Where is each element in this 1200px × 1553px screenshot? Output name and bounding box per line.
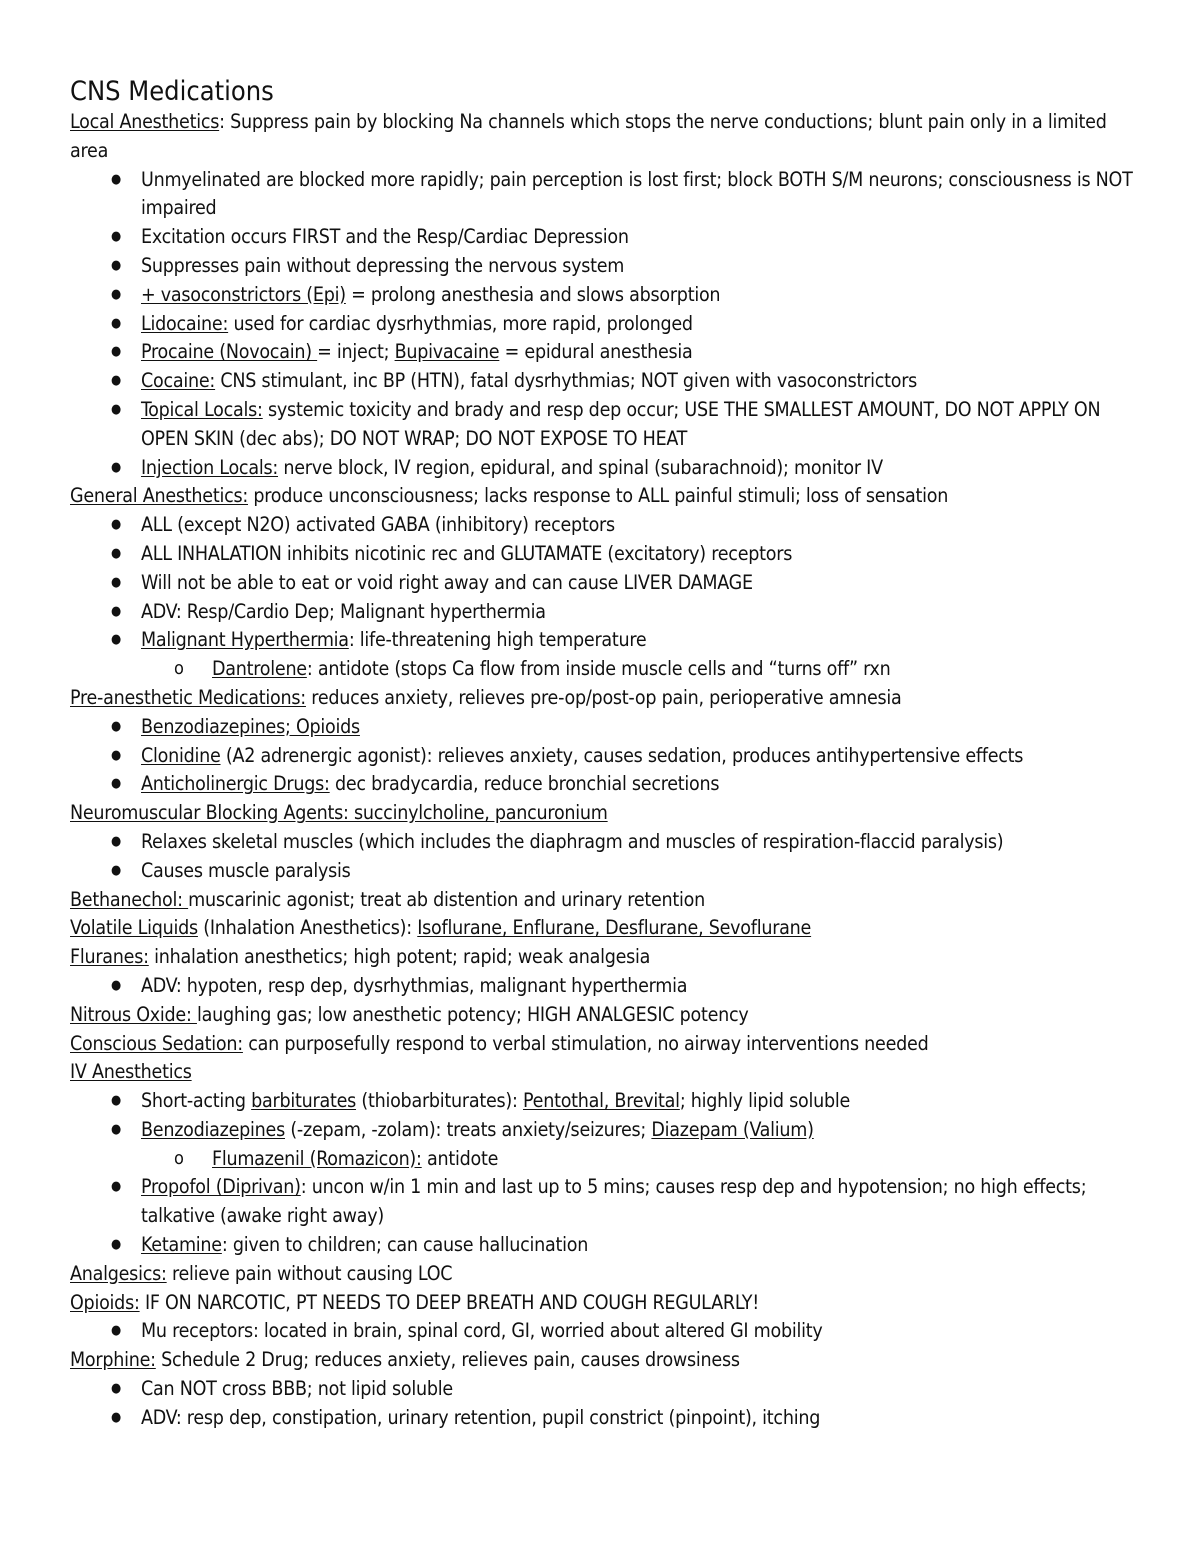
bullet-item [70, 598, 1140, 627]
underlined-term: Morphine: [70, 1348, 156, 1372]
bullet-item [70, 1404, 1140, 1433]
underlined-term: Clonidine [141, 743, 221, 767]
bullet-item [70, 223, 1140, 252]
underlined-term: barbiturates [251, 1089, 357, 1113]
underlined-term: Volatile Liquids [70, 916, 198, 940]
text-segment: ADV: resp dep, constipation, urinary retention, pupil constrict (pinpoint), itching [141, 1405, 821, 1429]
text-segment: IF ON NARCOTIC, PT NEEDS TO DEEP BREATH AND COUGH REGULARLY! [139, 1290, 759, 1314]
bullet-item [70, 281, 1140, 310]
text-segment: Relaxes skeletal muscles (which includes the diaphragm and muscles of respiration-flaccid paralysis) [141, 829, 1004, 853]
text-segment: systemic toxicity and brady and resp dep occur; USE THE SMALLEST AMOUNT, DO NOT APPLY ON OPEN SKIN (dec abs); DO NOT WRAP; DO NOT EXPOSE TO HEAT [141, 397, 1101, 450]
document-title: CNS Medications [70, 76, 274, 107]
text-segment: used for cardiac dysrhythmias, more rapid, prolonged [228, 311, 693, 335]
text-segment: Schedule 2 Drug; reduces anxiety, relieves pain, causes drowsiness [155, 1348, 740, 1372]
underlined-term: Nitrous Oxide: [70, 1002, 197, 1026]
section-heading-line [70, 914, 1140, 943]
section-heading-line [70, 1260, 1140, 1289]
bullet-item [70, 1173, 1140, 1231]
underlined-term: Pre-anesthetic Medications: [70, 685, 306, 709]
underlined-term: Analgesics: [70, 1261, 167, 1285]
underlined-term: Benzodiazepines; Opioids [141, 714, 360, 738]
text-segment: = inject; [317, 340, 395, 364]
sub-bullet-item [70, 655, 1140, 684]
underlined-term: Dantrolene [212, 657, 307, 681]
underlined-term: Bethanechol: [70, 887, 189, 911]
underlined-term: Anticholinergic Drugs: [141, 772, 330, 796]
underlined-term: Diazepam (Valium) [651, 1117, 814, 1141]
text-segment: ALL (except N2O) activated GABA (inhibitory) receptors [141, 513, 615, 537]
bullet-item [70, 1087, 1140, 1116]
text-segment: Unmyelinated are blocked more rapidly; pain perception is lost first; block BOTH S/M neurons; consciousness is NOT impaired [141, 167, 1133, 220]
underlined-term: Conscious Sedation: [70, 1031, 243, 1055]
text-segment: reduces anxiety, relieves pre-op/post-op pain, perioperative amnesia [305, 685, 902, 709]
text-segment: : given to children; can cause hallucination [221, 1233, 589, 1257]
text-segment: (thiobarbiturates): [356, 1089, 524, 1113]
section-heading-line [70, 684, 1140, 713]
text-segment: antidote [421, 1146, 499, 1170]
section-heading-line [70, 1030, 1140, 1059]
text-segment: dec bradycardia, reduce bronchial secretions [329, 772, 720, 796]
bullet-item [70, 569, 1140, 598]
section-heading-line [70, 1289, 1140, 1318]
text-segment: ADV: hypoten, resp dep, dysrhythmias, malignant hyperthermia [141, 973, 688, 997]
bullet-item [70, 1375, 1140, 1404]
section-heading-line [70, 886, 1140, 915]
bullet-item [70, 396, 1140, 454]
section-heading-line [70, 108, 1140, 166]
text-segment: Will not be able to eat or void right away and can cause LIVER DAMAGE [141, 570, 753, 594]
bullet-item [70, 454, 1140, 483]
text-segment: Causes muscle paralysis [141, 858, 351, 882]
section-heading-line [70, 1346, 1140, 1375]
text-segment: = prolong anesthesia and slows absorption [345, 282, 721, 306]
underlined-term: IV Anesthetics [70, 1060, 192, 1084]
underlined-term: General Anesthetics: [70, 484, 249, 508]
underlined-term: Bupivacaine [394, 340, 500, 364]
underlined-term: Procaine (Novocain) [141, 340, 318, 364]
text-segment: relieve pain without causing LOC [166, 1261, 453, 1285]
underlined-term: Injection Locals: [141, 455, 279, 479]
underlined-term: Benzodiazepines [141, 1117, 285, 1141]
text-segment: muscarinic agonist; treat ab distention and urinary retention [188, 887, 706, 911]
section-heading-line [70, 1001, 1140, 1030]
bullet-item [70, 857, 1140, 886]
section-heading-line [70, 799, 1140, 828]
bullet-item [70, 310, 1140, 339]
text-segment: ALL INHALATION inhibits nicotinic rec and GLUTAMATE (excitatory) receptors [141, 541, 793, 565]
underlined-term: Malignant Hyperthermia [141, 628, 349, 652]
bullet-item [70, 972, 1140, 1001]
underlined-term: Propofol (Diprivan) [141, 1175, 301, 1199]
underlined-term: Fluranes: [70, 945, 149, 969]
underlined-term: Pentothal, Brevital [523, 1089, 680, 1113]
underlined-term: Lidocaine: [141, 311, 229, 335]
bullet-item [70, 338, 1140, 367]
text-segment: = epidural anesthesia [499, 340, 693, 364]
bullet-item [70, 1116, 1140, 1145]
underlined-term: Ketamine [141, 1233, 222, 1257]
text-segment: ; highly lipid soluble [679, 1089, 851, 1113]
sub-bullet-item [70, 1145, 1140, 1174]
underlined-term: Local Anesthetics [70, 110, 220, 133]
text-segment: CNS stimulant, inc BP (HTN), fatal dysrhythmias; NOT given with vasoconstrictors [215, 369, 918, 393]
document-content [70, 76, 1140, 1433]
section-heading-line [70, 1058, 1140, 1087]
bullet-item [70, 742, 1140, 771]
underlined-term: Topical Locals: [141, 397, 263, 421]
text-segment: nerve block, IV region, epidural, and spinal (subarachnoid); monitor IV [278, 455, 883, 479]
bullet-item [70, 770, 1140, 799]
text-segment: inhalation anesthetics; high potent; rapid; weak analgesia [148, 945, 651, 969]
text-segment: : Suppress pain by blocking Na channels which stops the nerve conductions; blunt pain only in a limited area [70, 110, 1107, 162]
text-segment: Suppresses pain without depressing the nervous system [141, 253, 625, 277]
underlined-term: + vasoconstrictors (Epi) [141, 282, 346, 306]
underlined-term: Flumazenil (Romazicon): [212, 1146, 422, 1170]
bullet-item [70, 626, 1140, 655]
bullet-item [70, 252, 1140, 281]
bullet-item [70, 540, 1140, 569]
bullet-item [70, 713, 1140, 742]
section-heading-line [70, 943, 1140, 972]
text-segment: : life-threatening high temperature [348, 628, 647, 652]
underlined-term: Cocaine: [141, 369, 216, 393]
text-segment: ADV: Resp/Cardio Dep; Malignant hyperthermia [141, 599, 546, 623]
text-segment: Can NOT cross BBB; not lipid soluble [141, 1377, 453, 1401]
bullet-item [70, 511, 1140, 540]
text-segment: : antidote (stops Ca flow from inside muscle cells and “turns off” rxn [306, 657, 891, 681]
section-heading-line [70, 482, 1140, 511]
bullet-item [70, 1231, 1140, 1260]
bullet-item [70, 166, 1140, 224]
bullet-item [70, 1317, 1140, 1346]
text-segment: (-zepam, -zolam): treats anxiety/seizures; [285, 1117, 652, 1141]
text-segment: produce unconsciousness; lacks response to ALL painful stimuli; loss of sensation [248, 484, 949, 508]
underlined-term: Isoflurane, Enflurane, Desflurane, Sevoflurane [417, 916, 812, 940]
text-segment: can purposefully respond to verbal stimulation, no airway interventions needed [242, 1031, 929, 1055]
notes-body [70, 108, 1140, 1433]
text-segment: (Inhalation Anesthetics): [197, 916, 418, 940]
bullet-item [70, 828, 1140, 857]
text-segment: Excitation occurs FIRST and the Resp/Cardiac Depression [141, 225, 629, 249]
bullet-item [70, 367, 1140, 396]
text-segment: (A2 adrenergic agonist): relieves anxiety, causes sedation, produces antihypertensive effects [220, 743, 1024, 767]
text-segment: Short-acting [141, 1089, 252, 1113]
text-segment: : uncon w/in 1 min and last up to 5 mins; causes resp dep and hypotension; no high effects; talkative (awake right away) [141, 1175, 1087, 1228]
text-segment: laughing gas; low anesthetic potency; HIGH ANALGESIC potency [196, 1002, 749, 1026]
text-segment: Mu receptors: located in brain, spinal cord, GI, worried about altered GI mobility [141, 1319, 823, 1343]
underlined-term: Opioids: [70, 1290, 140, 1314]
underlined-term: Neuromuscular Blocking Agents: succinylcholine, pancuronium [70, 801, 608, 825]
